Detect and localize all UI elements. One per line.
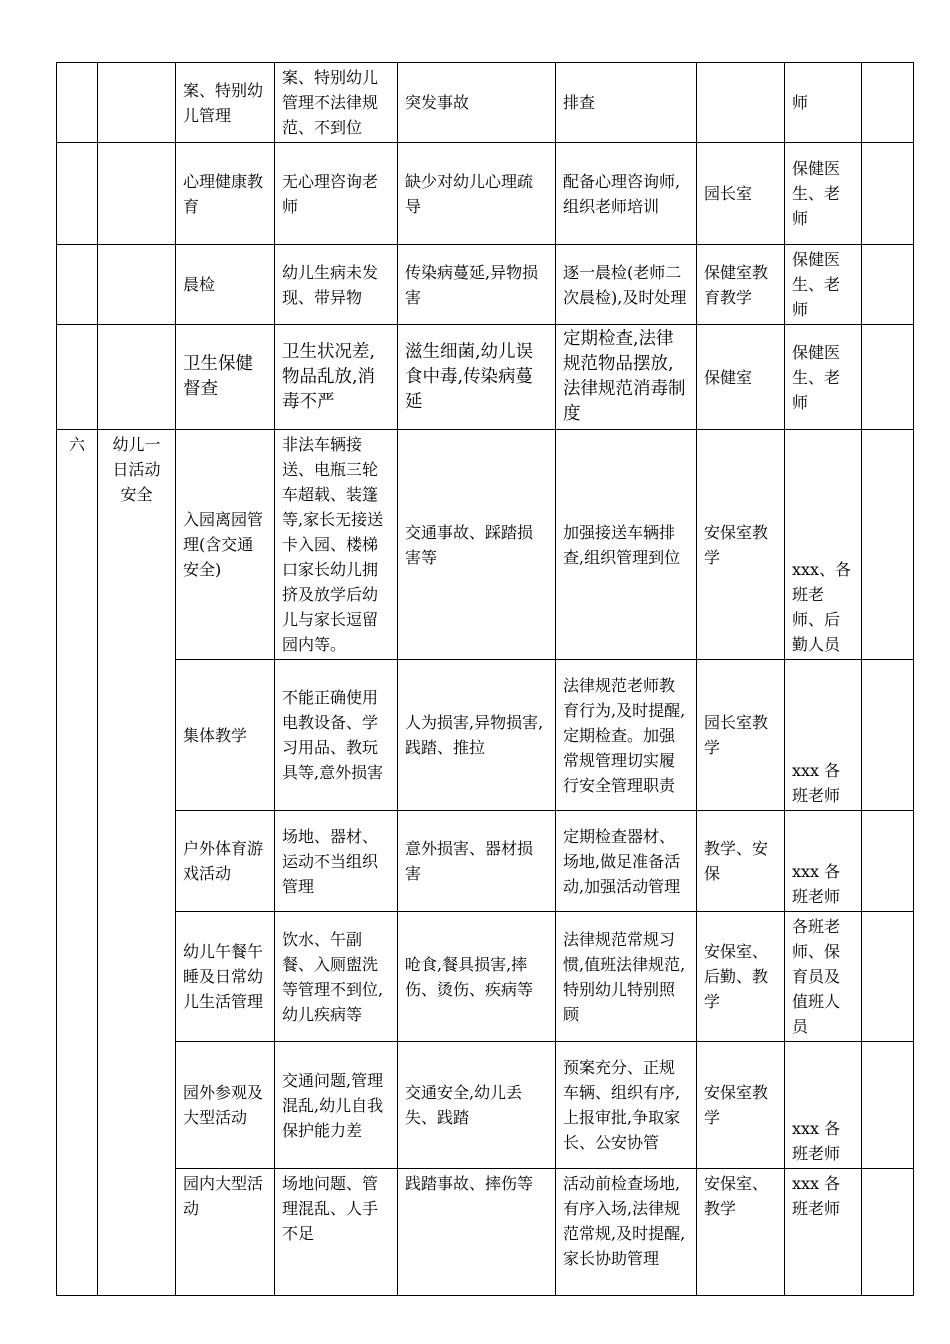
hazard-cell: 场地、器材、运动不当组织管理 (275, 811, 398, 912)
remark-cell (862, 660, 914, 811)
remark-cell (862, 1042, 914, 1169)
consequence-cell: 传染病蔓延,异物损害 (398, 245, 556, 325)
table-row (57, 811, 914, 912)
department-cell: 园长室教学 (697, 660, 785, 811)
remark-cell (862, 430, 914, 660)
responsible-cell: 师 (785, 63, 862, 143)
remark-cell (862, 811, 914, 912)
department-cell: 安保室、后勤、教学 (697, 912, 785, 1042)
category-cell (98, 245, 176, 325)
hazard-cell: 不能正确使用电教设备、学习用品、教玩具等,意外损害 (275, 660, 398, 811)
table-row (57, 245, 914, 325)
responsible-cell: xxx 各班老师 (785, 660, 862, 811)
item-cell: 心理健康教育 (176, 143, 275, 245)
measure-cell: 法律规范常规习惯,值班法律规范,特别幼儿特别照顾 (556, 912, 697, 1042)
section-title: 幼儿一日活动安全 (98, 430, 176, 1296)
table-row (57, 63, 914, 143)
measure-cell: 配备心理咨询师,组织老师培训 (556, 143, 697, 245)
consequence-cell: 缺少对幼儿心理疏导 (398, 143, 556, 245)
consequence-cell: 呛食,餐具损害,摔伤、烫伤、疾病等 (398, 912, 556, 1042)
consequence-cell: 滋生细菌,幼儿误食中毒,传染病蔓延 (398, 325, 556, 430)
item-cell: 案、特别幼儿管理 (176, 63, 275, 143)
item-cell: 入园离园管理(含交通安全) (176, 430, 275, 660)
category-cell (98, 143, 176, 245)
table-row (57, 1169, 914, 1296)
number-cell (57, 143, 98, 245)
number-cell (57, 325, 98, 430)
table-row (57, 912, 914, 1042)
measure-cell: 活动前检查场地,有序入场,法律规范常规,及时提醒,家长协助管理 (556, 1169, 697, 1296)
measure-cell: 排查 (556, 63, 697, 143)
consequence-cell: 践踏事故、摔伤等 (398, 1169, 556, 1296)
responsible-cell: 保健医生、老师 (785, 245, 862, 325)
remark-cell (862, 63, 914, 143)
department-cell: 园长室 (697, 143, 785, 245)
table-row (57, 325, 914, 430)
responsible-cell: 保健医生、老师 (785, 143, 862, 245)
responsible-cell: xxx 各班老师 (785, 811, 862, 912)
consequence-cell: 突发事故 (398, 63, 556, 143)
consequence-cell: 交通事故、踩踏损害等 (398, 430, 556, 660)
department-cell: 安保室教学 (697, 1042, 785, 1169)
item-cell: 晨检 (176, 245, 275, 325)
consequence-cell: 交通安全,幼儿丢失、践踏 (398, 1042, 556, 1169)
measure-cell: 定期检查器材、场地,做足准备活动,加强活动管理 (556, 811, 697, 912)
section-number: 六 (57, 430, 98, 1296)
remark-cell (862, 912, 914, 1042)
hazard-cell: 幼儿生病未发现、带异物 (275, 245, 398, 325)
department-cell: 保健室教育教学 (697, 245, 785, 325)
hazard-cell: 饮水、午副餐、入厕盥洗等管理不到位,幼儿疾病等 (275, 912, 398, 1042)
number-cell (57, 245, 98, 325)
department-cell: 保健室 (697, 325, 785, 430)
hazard-cell: 非法车辆接送、电瓶三轮车超载、装篷等,家长无接送卡入园、楼梯口家长幼儿拥挤及放学后幼儿与家长逗留园内等。 (275, 430, 398, 660)
number-cell (57, 63, 98, 143)
remark-cell (862, 245, 914, 325)
remark-cell (862, 1169, 914, 1296)
measure-cell: 定期检查,法律规范物品摆放,法律规范消毒制度 (556, 325, 697, 430)
department-cell: 教学、安保 (697, 811, 785, 912)
item-cell: 集体教学 (176, 660, 275, 811)
category-cell (98, 63, 176, 143)
measure-cell: 加强接送车辆排查,组织管理到位 (556, 430, 697, 660)
department-cell (697, 63, 785, 143)
hazard-cell: 交通问题,管理混乱,幼儿自我保护能力差 (275, 1042, 398, 1169)
hazard-cell: 场地问题、管理混乱、人手不足 (275, 1169, 398, 1296)
responsible-cell: xxx 各班老师 (785, 1169, 862, 1296)
hazard-cell: 无心理咨询老师 (275, 143, 398, 245)
item-cell: 幼儿午餐午睡及日常幼儿生活管理 (176, 912, 275, 1042)
item-cell: 卫生保健督查 (176, 325, 275, 430)
responsible-cell: xxx 各班老师 (785, 1042, 862, 1169)
table-row (57, 430, 914, 660)
category-cell (98, 325, 176, 430)
table-row (57, 143, 914, 245)
measure-cell: 逐一晨检(老师二次晨检),及时处理 (556, 245, 697, 325)
department-cell: 安保室教学 (697, 430, 785, 660)
remark-cell (862, 325, 914, 430)
measure-cell: 预案充分、正规车辆、组织有序,上报审批,争取家长、公安协管 (556, 1042, 697, 1169)
measure-cell: 法律规范老师教育行为,及时提醒,定期检查。加强常规管理切实履行安全管理职责 (556, 660, 697, 811)
hazard-cell: 卫生状况差,物品乱放,消毒不严 (275, 325, 398, 430)
item-cell: 户外体育游戏活动 (176, 811, 275, 912)
responsible-cell: 各班老师、保育员及值班人员 (785, 912, 862, 1042)
consequence-cell: 人为损害,异物损害,践踏、推拉 (398, 660, 556, 811)
responsible-cell: 保健医生、老师 (785, 325, 862, 430)
consequence-cell: 意外损害、器材损害 (398, 811, 556, 912)
remark-cell (862, 143, 914, 245)
hazard-cell: 案、特别幼儿管理不法律规范、不到位 (275, 63, 398, 143)
item-cell: 园外参观及大型活动 (176, 1042, 275, 1169)
table-row (57, 660, 914, 811)
item-cell: 园内大型活动 (176, 1169, 275, 1296)
table-row (57, 1042, 914, 1169)
responsible-cell: xxx、各班老师、后勤人员 (785, 430, 862, 660)
department-cell: 安保室、教学 (697, 1169, 785, 1296)
safety-hazard-table (56, 62, 914, 1296)
